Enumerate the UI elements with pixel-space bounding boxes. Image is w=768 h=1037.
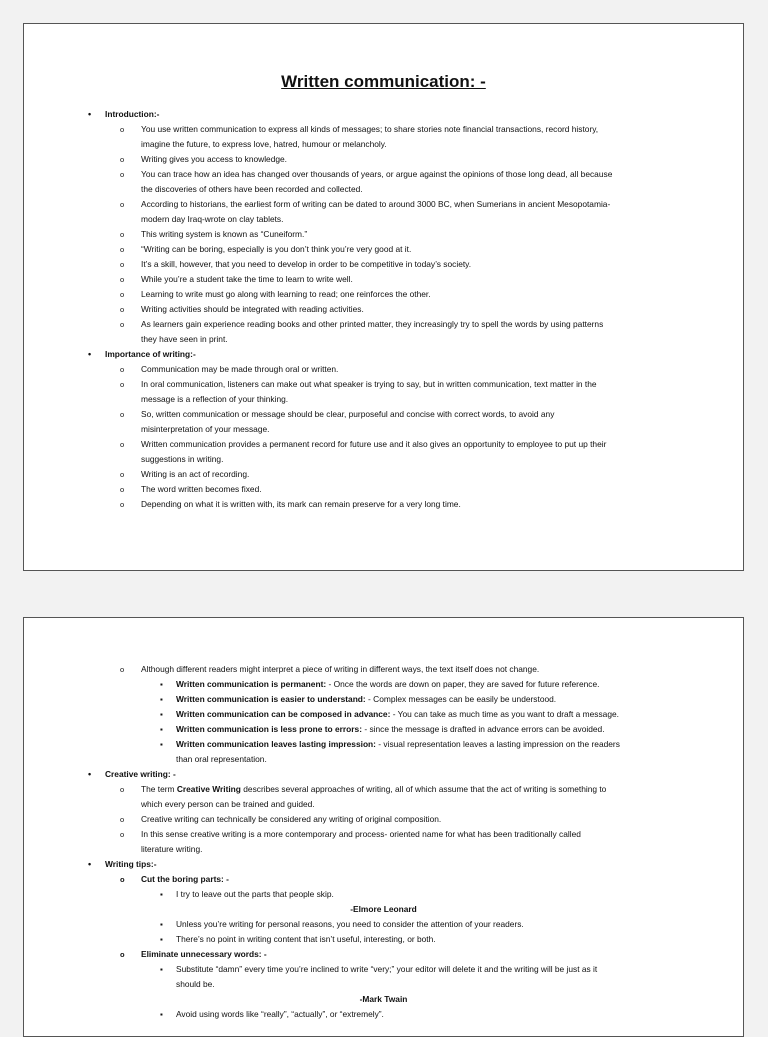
list-item [24, 467, 743, 482]
document-page-2 [23, 617, 744, 1037]
text-run: The term [141, 784, 177, 794]
list-item-line: You can trace how an idea has changed over thousands of years, or argue against the opinions of those long dead, all because [141, 169, 613, 179]
list-item [24, 677, 743, 692]
list-item-text: There’s no point in writing content that isn’t useful, interesting, or both. [176, 934, 436, 944]
square-bullet-marker: ▪ [160, 920, 163, 929]
list-item [24, 707, 743, 722]
list-item-line: It’s a skill, however, that you need to develop in order to be competitive in today’s society. [141, 259, 472, 269]
square-bullet-marker: ▪ [160, 1010, 163, 1019]
quote-attribution: -Elmore Leonard [350, 904, 417, 914]
circle-bullet-marker: o [120, 410, 125, 419]
square-bullet-marker: ▪ [160, 710, 163, 719]
list-item-line: literature writing. [141, 844, 203, 854]
list-item-line [141, 782, 703, 797]
circle-bullet-marker: o [120, 500, 125, 509]
list-item-text: Creative writing can technically be considered any writing of original composition. [141, 814, 442, 824]
section-heading-importance [24, 347, 743, 362]
list-item-line [176, 737, 703, 752]
list-item [24, 1007, 743, 1022]
list-item [24, 497, 743, 512]
text-run: - visual representation leaves a lasting impression on the readers [375, 739, 620, 749]
list-item-text: Avoid using words like “really”, “actually”, or “extremely”. [176, 1009, 384, 1019]
bold-term: Written communication can be composed in advance: [176, 709, 391, 719]
list-item-text: Unless you’re writing for personal reasons, you need to consider the attention of your readers. [176, 919, 524, 929]
text-run: - since the message is drafted in advance errors can be avoided. [362, 724, 605, 734]
circle-bullet-marker: o [120, 170, 125, 179]
list-item-line [176, 707, 703, 722]
circle-bullet-marker: o [120, 440, 125, 449]
subheading-text: Cut the boring parts: - [141, 874, 229, 884]
bold-term: Written communication is permanent: [176, 679, 327, 689]
circle-bullet-marker: o [120, 830, 125, 839]
bullet-marker: • [88, 349, 92, 359]
list-item [24, 257, 743, 272]
square-bullet-marker: ▪ [160, 725, 163, 734]
list-item-line: While you’re a student take the time to learn to write well. [141, 274, 353, 284]
list-item-line: they have seen in print. [141, 334, 228, 344]
list-item-line: Written communication provides a permanent record for future use and it also gives an opportunity to employee to put up their [141, 439, 607, 449]
bullet-marker: • [88, 109, 92, 119]
list-item-line: should be. [176, 979, 215, 989]
subheading-eliminate-words [24, 947, 743, 962]
circle-bullet-marker: o [120, 785, 125, 794]
list-item [24, 827, 743, 857]
circle-bullet-marker: o [120, 260, 125, 269]
list-item-text: I try to leave out the parts that people skip. [176, 889, 334, 899]
bold-term: Written communication is less prone to errors: [176, 724, 362, 734]
list-item-line: Substitute “damn” every time you’re inclined to write “very;” your editor will delete it and the writing will be just as it [176, 964, 598, 974]
square-bullet-marker: ▪ [160, 890, 163, 899]
list-item-line: Writing is an act of recording. [141, 469, 250, 479]
square-bullet-marker: ▪ [160, 935, 163, 944]
list-item [24, 407, 743, 437]
circle-bullet-marker: o [120, 485, 125, 494]
list-item-line: The word written becomes fixed. [141, 484, 262, 494]
document-page-1 [23, 23, 744, 571]
list-item-line: Writing gives you access to knowledge. [141, 154, 288, 164]
importance-list [24, 362, 743, 512]
list-item [24, 812, 743, 827]
circle-bullet-marker: o [120, 155, 125, 164]
list-item-line: Depending on what it is written with, its mark can remain preserve for a very long time. [141, 499, 461, 509]
circle-bullet-marker: o [120, 365, 125, 374]
circle-bullet-marker: o [120, 290, 125, 299]
list-item [24, 167, 743, 197]
list-item-line [176, 692, 703, 707]
list-item [24, 152, 743, 167]
bullet-marker: • [88, 859, 92, 869]
list-item-line: modern day Iraq-wrote on clay tablets. [141, 214, 284, 224]
list-item [24, 362, 743, 377]
list-item [24, 287, 743, 302]
square-bullet-marker: ▪ [160, 680, 163, 689]
circle-bullet-marker: o [120, 875, 125, 884]
list-item [24, 227, 743, 242]
list-item-text: Although different readers might interpret a piece of writing in different ways, the text itself does not change. [141, 664, 540, 674]
list-item [24, 782, 743, 812]
list-item [24, 722, 743, 737]
list-item [24, 122, 743, 152]
circle-bullet-marker: o [120, 665, 125, 674]
list-item-line [176, 677, 703, 692]
list-item-line: In oral communication, listeners can make out what speaker is trying to say, but in written communication, text matter in the [141, 379, 597, 389]
list-item-line: “Writing can be boring, especially is you don’t think you’re very good at it. [141, 244, 412, 254]
bold-term: Written communication is easier to understand: [176, 694, 366, 704]
bold-term: Creative Writing [176, 784, 241, 794]
section-heading-introduction [24, 107, 743, 122]
list-item [24, 482, 743, 497]
list-item [24, 662, 743, 677]
heading-text: Writing tips:- [105, 859, 157, 869]
list-item-line: than oral representation. [176, 754, 267, 764]
bullet-marker: • [88, 769, 92, 779]
list-item [24, 932, 743, 947]
bold-term: Written communication leaves lasting impression: [176, 739, 376, 749]
list-item-line: the discoveries of others have been recorded and collected. [141, 184, 363, 194]
circle-bullet-marker: o [120, 125, 125, 134]
circle-bullet-marker: o [120, 245, 125, 254]
heading-text: Importance of writing:- [105, 349, 196, 359]
list-item-line: You use written communication to express all kinds of messages; to share stories note financial transactions, record history, [141, 124, 599, 134]
list-item-line: Communication may be made through oral or written. [141, 364, 339, 374]
page-2-content [24, 662, 743, 1022]
circle-bullet-marker: o [120, 275, 125, 284]
circle-bullet-marker: o [120, 200, 125, 209]
list-item-line [176, 722, 703, 737]
text-run: - You can take as much time as you want to draft a message. [390, 709, 619, 719]
section-heading-creative-writing [24, 767, 743, 782]
section-heading-writing-tips [24, 857, 743, 872]
text-run: - Once the words are down on paper, they are saved for future reference. [326, 679, 600, 689]
list-item-line: According to historians, the earliest form of writing can be dated to around 3000 BC, when Sumerians in ancient Mesopotamia- [141, 199, 611, 209]
subheading-cut-boring-parts [24, 872, 743, 887]
list-item [24, 317, 743, 347]
list-item [24, 737, 743, 767]
list-item-line: As learners gain experience reading books and other printed matter, they increasingly try to spell the words by using patterns [141, 319, 604, 329]
subheading-text: Eliminate unnecessary words: - [141, 949, 267, 959]
heading-text: Creative writing: - [105, 769, 176, 779]
circle-bullet-marker: o [120, 230, 125, 239]
list-item-line: Learning to write must go along with learning to read; one reinforces the other. [141, 289, 431, 299]
list-item-line: imagine the future, to express love, hatred, humour or melancholy. [141, 139, 387, 149]
list-item-line: In this sense creative writing is a more contemporary and process- oriented name for what has been traditionally called [141, 829, 581, 839]
circle-bullet-marker: o [120, 470, 125, 479]
list-item [24, 887, 743, 902]
text-run: describes several approaches of writing, all of which assume that the act of writing is something to [240, 784, 607, 794]
circle-bullet-marker: o [120, 950, 125, 959]
list-item-line: So, written communication or message should be clear, purposeful and concise with correct words, to avoid any [141, 409, 555, 419]
list-item [24, 197, 743, 227]
quote-attribution: -Mark Twain [359, 994, 408, 1004]
list-item [24, 377, 743, 407]
circle-bullet-marker: o [120, 305, 125, 314]
text-run: - Complex messages can be easily be understood. [365, 694, 557, 704]
list-item-line: which every person can be trained and guided. [141, 799, 315, 809]
page-title: Written communication: - [281, 72, 486, 91]
introduction-list [24, 122, 743, 347]
list-item-line: Writing activities should be integrated with reading activities. [141, 304, 364, 314]
list-item [24, 962, 743, 992]
list-item-line: This writing system is known as “Cuneiform.” [141, 229, 308, 239]
heading-text: Introduction:- [105, 109, 160, 119]
list-item [24, 302, 743, 317]
list-item [24, 692, 743, 707]
square-bullet-marker: ▪ [160, 695, 163, 704]
list-item [24, 272, 743, 287]
circle-bullet-marker: o [120, 380, 125, 389]
features-list [24, 677, 743, 767]
list-item [24, 917, 743, 932]
list-item-line: suggestions in writing. [141, 454, 224, 464]
circle-bullet-marker: o [120, 815, 125, 824]
circle-bullet-marker: o [120, 320, 125, 329]
list-item-line: misinterpretation of your message. [141, 424, 270, 434]
square-bullet-marker: ▪ [160, 965, 163, 974]
page-1-content [24, 107, 743, 512]
list-item [24, 242, 743, 257]
list-item-line: message is a reflection of your thinking. [141, 394, 289, 404]
square-bullet-marker: ▪ [160, 740, 163, 749]
list-item [24, 437, 743, 467]
